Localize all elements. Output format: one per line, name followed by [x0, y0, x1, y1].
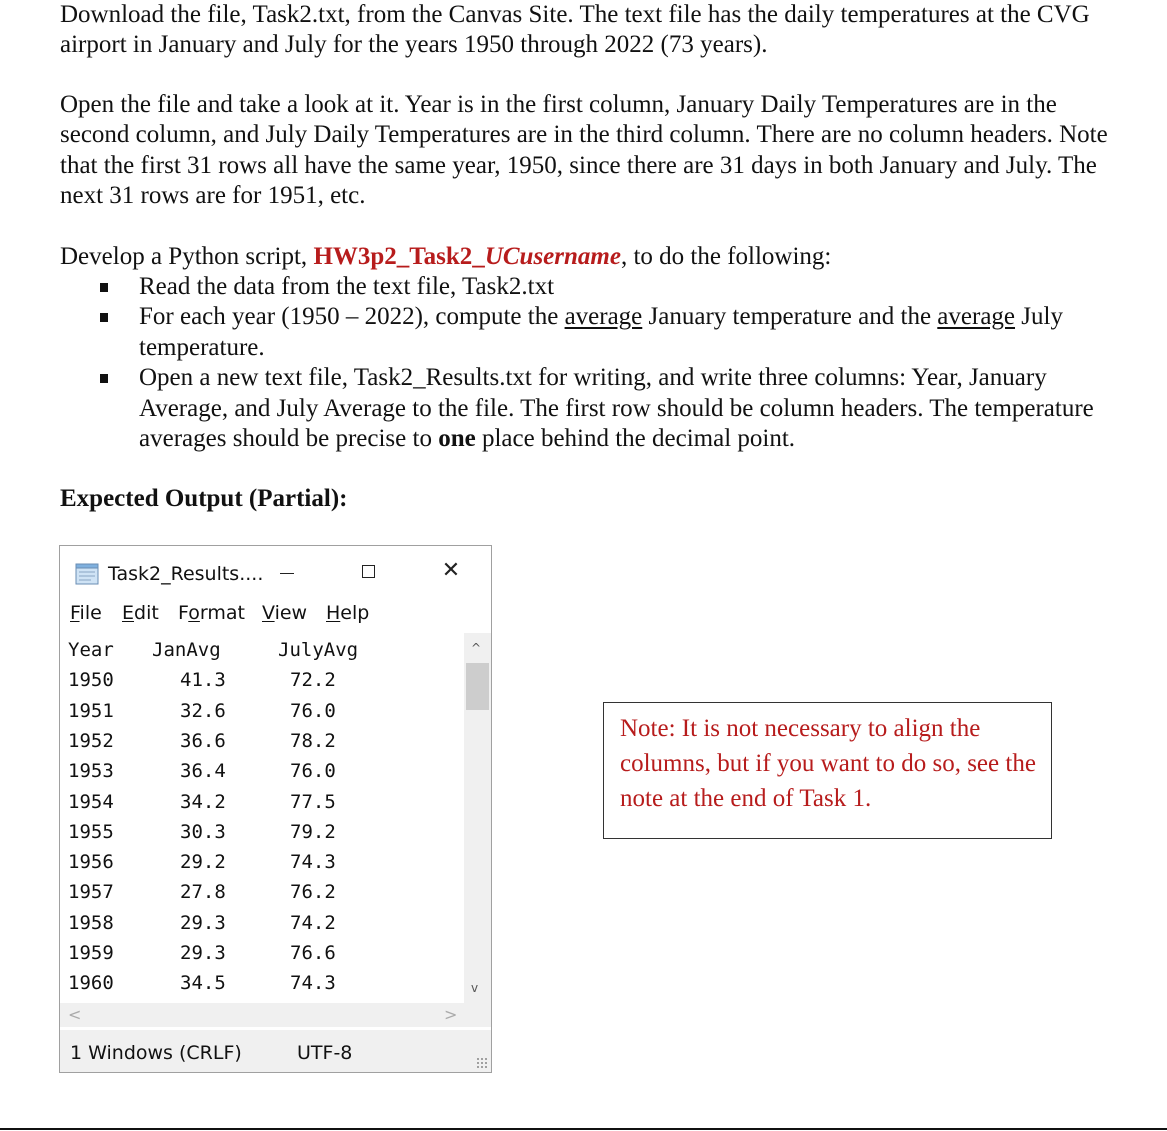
notepad-window — [59, 545, 492, 1073]
scrollbar-corner — [464, 1003, 491, 1027]
scroll-down-icon[interactable]: v — [471, 981, 479, 995]
cell-jan: 29.3 — [180, 911, 226, 934]
data-row — [68, 696, 458, 726]
data-row — [68, 938, 458, 968]
task-prefix: Develop a Python script, — [60, 243, 314, 270]
data-row — [68, 756, 458, 786]
underlined-word: average — [937, 303, 1016, 331]
cell-jul: 76.6 — [290, 942, 336, 964]
cell-jan: 41.3 — [180, 669, 226, 692]
menu-help[interactable]: Help — [326, 602, 370, 624]
cell-jan: 29.3 — [180, 942, 226, 964]
data-row — [68, 877, 458, 907]
status-encoding: UTF-8 — [297, 1042, 353, 1064]
bullet-text: Read the data from the text file, Task2.txt — [139, 273, 555, 300]
menu-format[interactable]: Format — [178, 602, 245, 624]
cell-year: 1954 — [68, 790, 114, 813]
data-row — [68, 665, 458, 695]
cell-year: 1950 — [68, 669, 114, 692]
bullet-item — [60, 272, 1100, 302]
scroll-thumb[interactable] — [466, 663, 489, 710]
maximize-icon[interactable] — [362, 565, 375, 578]
cell-jul: 76.0 — [290, 699, 336, 722]
menu-file[interactable]: File — [70, 602, 102, 624]
intro-paragraph: Download the file, Task2.txt, from the Canvas Site. The text file has the daily temperatures at the CVG airport in January and July for the years 1950 through 2022 (73 years). — [60, 1, 1090, 59]
bullet-item — [60, 302, 1100, 363]
cell-year: 1955 — [68, 820, 114, 843]
bold-word: one — [438, 425, 476, 453]
cell-year: 1956 — [68, 851, 114, 874]
task-suffix: , to do the following: — [620, 243, 832, 270]
cell-year: 1951 — [68, 699, 114, 722]
cell-jul: 77.5 — [290, 790, 336, 813]
task-bullet-list — [60, 272, 1100, 454]
close-icon[interactable]: ✕ — [441, 558, 461, 583]
cell-year: 1957 — [68, 881, 114, 904]
script-name-bold: HW3p2_Task2_ — [313, 243, 485, 270]
cell-jan: JanAvg — [152, 639, 221, 661]
data-row — [68, 787, 458, 817]
data-row — [68, 726, 458, 756]
expected-output-heading: Expected Output (Partial): — [60, 485, 348, 512]
underlined-word: average — [564, 303, 643, 331]
bullet-item — [60, 363, 1100, 454]
note-box — [603, 702, 1052, 839]
cell-year: 1953 — [68, 760, 114, 783]
scroll-right-icon[interactable]: > — [444, 1005, 458, 1024]
cell-jul: 76.0 — [290, 760, 336, 783]
cell-jul: 78.2 — [290, 729, 336, 752]
cell-jul: 74.3 — [290, 851, 336, 874]
header-row — [68, 635, 458, 665]
cell-jan: 34.2 — [180, 790, 226, 813]
cell-jan: 36.4 — [180, 760, 226, 783]
cell-jul: 79.2 — [290, 820, 336, 843]
cell-jan: 32.6 — [180, 699, 226, 722]
text-editor-area[interactable] — [60, 633, 464, 1003]
bottom-divider — [0, 1128, 1167, 1130]
notepad-icon — [74, 562, 100, 586]
cell-jul: 74.3 — [290, 972, 336, 995]
horizontal-scrollbar[interactable] — [60, 1003, 464, 1027]
cell-jul: 76.2 — [290, 881, 336, 904]
cell-jul: JulyAvg — [278, 639, 359, 661]
cell-year: 1952 — [68, 729, 114, 752]
status-line-ending: 1 Windows (CRLF) — [70, 1042, 242, 1064]
data-row — [68, 968, 458, 998]
menu-edit[interactable]: Edit — [122, 602, 159, 624]
menu-bar — [60, 602, 491, 628]
cell-jan: 34.5 — [180, 972, 226, 995]
bullet-square-icon — [100, 283, 108, 292]
bullet-text: Open a new text file, Task2_Results.txt for writing, and write three columns: Year, January Average, and July Average to the file. The first row should be column headers. The temperature averages should be precise to — [139, 364, 1094, 453]
bullet-text: place behind the decimal point. — [475, 425, 796, 453]
script-name — [313, 243, 621, 270]
cell-jan: 36.6 — [180, 729, 226, 752]
data-row — [68, 817, 458, 847]
bullet-square-icon — [100, 374, 108, 383]
bullet-text: January temperature and the — [642, 303, 938, 331]
data-row — [68, 847, 458, 877]
resize-grip-icon[interactable] — [476, 1057, 488, 1069]
instructions-paragraph: Open the file and take a look at it. Year is in the first column, January Daily Temperatures are in the second column, and July Daily Temperatures are in the third column. There are no column headers. Note that the first 31 rows all have the same year, 1950, since there are 31 days in both January and July. The next 31 rows are for 1951, etc. — [60, 91, 1108, 210]
cell-jul: 72.2 — [290, 669, 336, 692]
menu-view[interactable]: View — [262, 602, 308, 624]
status-bar — [60, 1030, 491, 1072]
vertical-scrollbar[interactable] — [464, 633, 491, 1003]
bullet-text: For each year (1950 – 2022), compute the — [139, 303, 565, 331]
cell-jan: 29.2 — [180, 851, 226, 874]
scroll-left-icon[interactable]: < — [68, 1005, 82, 1024]
data-row — [68, 908, 458, 938]
note-text: Note: It is not necessary to align the columns, but if you want to do so, see the note at the end of Task 1. — [620, 715, 1036, 812]
cell-jul: 74.2 — [290, 911, 336, 934]
task-paragraph — [60, 242, 1110, 272]
minimize-icon[interactable] — [280, 573, 294, 574]
bullet-text: July temperature. — [139, 303, 1063, 361]
window-title: Task2_Results.... — [108, 563, 264, 585]
bullet-square-icon — [100, 313, 108, 322]
cell-jan: 30.3 — [180, 820, 226, 843]
script-name-italic: UCusername — [484, 243, 621, 270]
cell-year: 1958 — [68, 911, 114, 934]
cell-year: 1959 — [68, 942, 114, 964]
cell-year: Year — [68, 639, 114, 661]
cell-jan: 27.8 — [180, 881, 226, 904]
scroll-up-icon[interactable]: ^ — [471, 641, 482, 655]
cell-year: 1960 — [68, 972, 114, 995]
title-bar[interactable] — [60, 546, 491, 600]
